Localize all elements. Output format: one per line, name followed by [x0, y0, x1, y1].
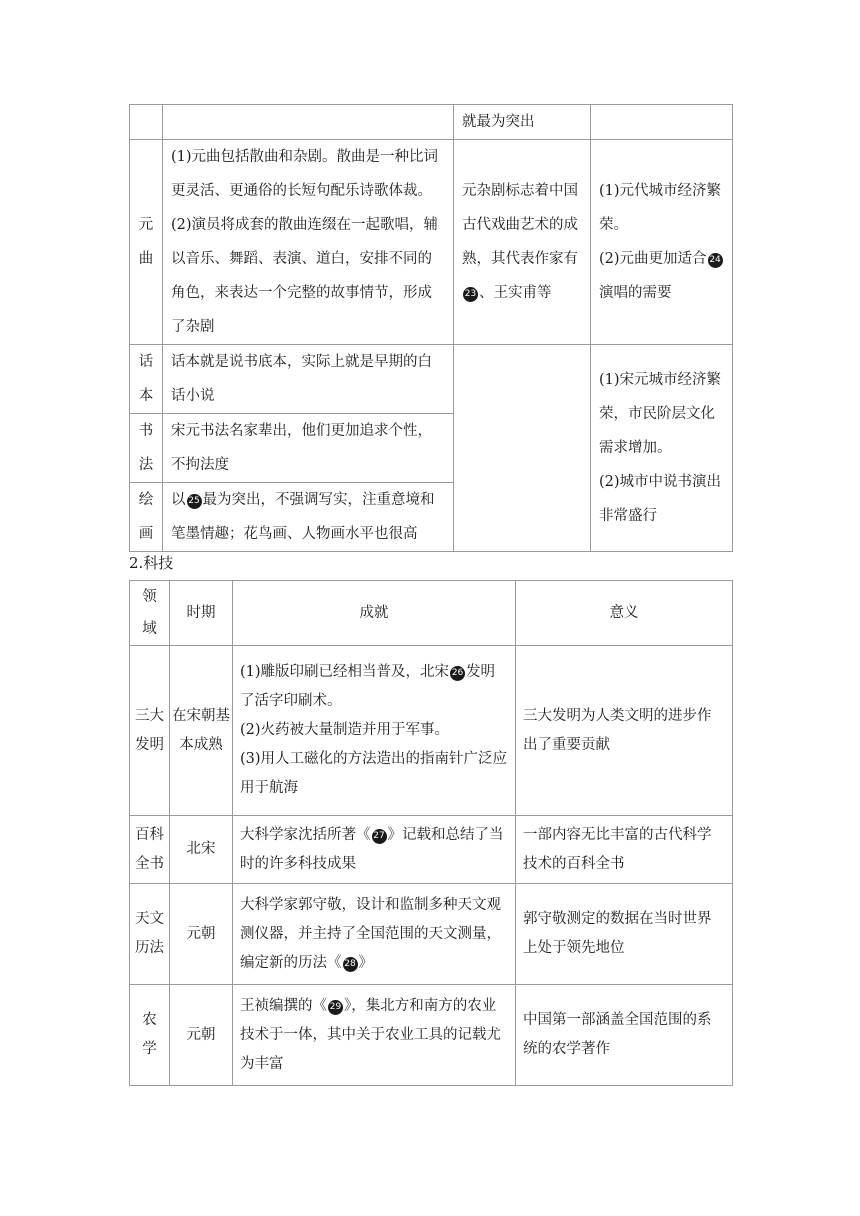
representative-cell: 元杂剧标志着中国古代戏曲艺术的成熟，其代表作家有23 、王实甫等: [454, 140, 591, 345]
period-cell: 元朝: [170, 884, 233, 985]
blank-number-badge: 23: [463, 287, 478, 302]
field-cell: 百科全书: [130, 816, 170, 884]
row-label: 书法: [130, 414, 163, 483]
row-label: 话本: [130, 345, 163, 414]
achievement-cell: 王祯编撰的《 29 》，集北方和南方的农业技术于一体，其中关于农业工具的记载尤为丰富: [233, 985, 516, 1086]
column-header: 成就: [233, 581, 516, 646]
content-cell: [163, 140, 454, 345]
achievement-cell: 大科学家沈括所著《 27 》记载和总结了当时的许多科技成果: [233, 816, 516, 884]
row-label: 绘画: [130, 483, 163, 552]
section-heading: 2.科技: [129, 554, 174, 572]
cause-cell: (1)宋元城市经济繁荣，市民阶层文化需求增加。 (2)城市中说书演出非常盛行: [591, 345, 733, 552]
representative-cell: 就最为突出: [454, 105, 591, 140]
table-row: [130, 816, 733, 884]
blank-number-badge: 25: [187, 494, 202, 509]
meaning-cell: 郭守敬测定的数据在当时世界上处于领先地位: [516, 884, 733, 985]
period-cell: 北宋: [170, 816, 233, 884]
content-cell: 话本就是说书底本，实际上就是早期的白话小说: [163, 345, 454, 414]
row-label: 元曲: [130, 140, 163, 345]
table-row: [130, 105, 733, 140]
content-cell: 以 25 最为突出，不强调写实，注重意境和笔墨情趣；花鸟画、人物画水平也很高: [163, 483, 454, 552]
blank-number-badge: 24: [708, 253, 723, 268]
meaning-cell: 三大发明为人类文明的进步作出了重要贡献: [516, 646, 733, 816]
field-cell: 农学: [130, 985, 170, 1086]
meaning-cell: 一部内容无比丰富的古代科学技术的百科全书: [516, 816, 733, 884]
blank-number-badge: 27: [372, 829, 387, 844]
content-paragraph: (2)演员将成套的散曲连缀在一起歌唱，辅以音乐、舞蹈、表演、道白，安排不同的角色，来表达一个完整的故事情节，形成了杂剧: [171, 217, 439, 335]
blank-number-badge: 28: [343, 957, 358, 972]
achievement-cell: 大科学家郭守敬，设计和监制多种天文观测仪器，并主持了全国范围的天文测量，编定新的历法《 28 》: [233, 884, 516, 985]
table-cell: [163, 105, 454, 140]
table-row-yuanqu: [130, 140, 733, 345]
meaning-cell: 中国第一部涵盖全国范围的系统的农学著作: [516, 985, 733, 1086]
content-cell: 宋元书法名家辈出，他们更加追求个性，不拘法度: [163, 414, 454, 483]
table-row: [130, 884, 733, 985]
table-row: [130, 985, 733, 1086]
period-cell: 在宋朝基本成熟: [170, 646, 233, 816]
technology-table: [129, 580, 733, 1086]
content-paragraph: (1)元曲包括散曲和杂剧。散曲是一种比词更灵活、更通俗的长短句配乐诗歌体裁。: [171, 149, 439, 199]
period-cell: 元朝: [170, 985, 233, 1086]
table-row-huaben: [130, 345, 733, 414]
blank-number-badge: 29: [328, 1000, 343, 1015]
column-header: 时期: [170, 581, 233, 646]
table-cell: [591, 105, 733, 140]
culture-table: [129, 104, 733, 552]
table-row: [130, 646, 733, 816]
field-cell: 天文历法: [130, 884, 170, 985]
column-header: 领域: [130, 581, 170, 646]
table-header-row: [130, 581, 733, 646]
achievement-cell: (1)雕版印刷已经相当普及，北宋 26 发明了活字印刷术。 (2)火药被大量制造并用于军事。 (3)用人工磁化的方法造出的指南针广泛应用于航海: [233, 646, 516, 816]
table-cell: [130, 105, 163, 140]
cause-cell: (1)元代城市经济繁荣。 (2)元曲更加适合 24演唱的需要: [591, 140, 733, 345]
field-cell: 三大发明: [130, 646, 170, 816]
column-header: 意义: [516, 581, 733, 646]
blank-number-badge: 26: [450, 666, 465, 681]
representative-cell: [454, 345, 591, 552]
